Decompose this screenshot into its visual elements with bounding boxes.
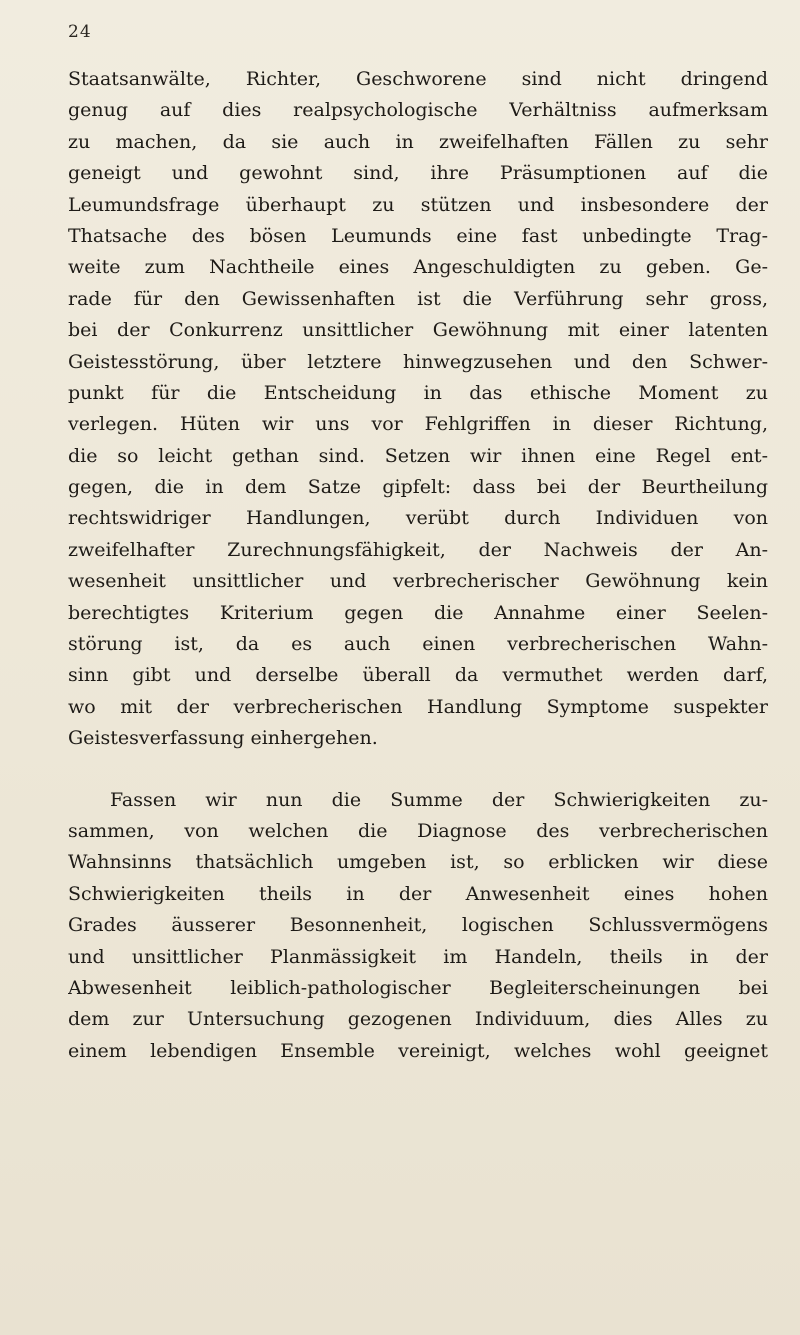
text-line: Geistesverfassung einhergehen. [68,727,378,750]
text-line: Wahnsinns thatsächlich umgeben ist, so erblicken wir diese [68,851,768,874]
text-line: Staatsanwälte, Richter, Geschworene sind nicht dringend [68,68,768,90]
text-line: zweifelhafter Zurechnungsfähigkeit, der Nachweis der An- [68,538,768,561]
text-line: die so leicht gethan sind. Setzen wir ihnen eine Regel ent- [68,444,768,467]
text-line: dem zur Untersuchung gezogenen Individuum, dies Alles zu [68,1008,768,1031]
text-line: punkt für die Entscheidung in das ethische Moment zu [68,381,768,404]
text-line: Fassen wir nun die Summe der Schwierigkeiten zu- [110,788,768,811]
text-line: zu machen, da sie auch in zweifelhaften Fällen zu sehr [68,130,768,153]
text-line: gegen, die in dem Satze gipfelt: dass bei der Beurtheilung [68,476,768,499]
text-line: berechtigtes Kriterium gegen die Annahme einer Seelen- [68,601,768,624]
text-line: sinn gibt und derselbe überall da vermuthet werden darf, [68,664,768,687]
text-line: einem lebendigen Ensemble vereinigt, welches wohl geeignet [68,1039,768,1062]
text-line: bei der Conkurrenz unsittlicher Gewöhnung mit einer latenten [68,319,768,342]
page-number: 24 [68,22,92,42]
text-line: Abwesenheit leiblich-pathologischer Begleiterscheinungen bei [68,976,768,999]
text-line: geneigt und gewohnt sind, ihre Präsumptionen auf die [68,162,768,185]
text-line: weite zum Nachtheile eines Angeschuldigten zu geben. Ge- [68,256,768,279]
body-text [68,64,768,1067]
text-line: und unsittlicher Planmässigkeit im Handeln, theils in der [68,945,768,968]
paragraph-1 [68,64,768,755]
text-line: Leumundsfrage überhaupt zu stützen und insbesondere der [68,193,768,216]
paragraph-2 [68,785,768,1068]
text-line: rechtswidriger Handlungen, verübt durch Individuen von [68,507,768,530]
text-line: Grades äusserer Besonnenheit, logischen Schlussvermögens [68,914,768,937]
text-line: wo mit der verbrecherischen Handlung Symptome suspekter [68,695,768,718]
text-line: Schwierigkeiten theils in der Anwesenheit eines hohen [68,882,768,905]
text-line: störung ist, da es auch einen verbrecherischen Wahn- [68,633,768,656]
text-line: Thatsache des bösen Leumunds eine fast unbedingte Trag- [68,224,768,247]
text-line: rade für den Gewissenhaften ist die Verführung sehr gross, [68,287,768,310]
text-line: sammen, von welchen die Diagnose des verbrecherischen [68,819,768,842]
text-line: wesenheit unsittlicher und verbrecherischer Gewöhnung kein [68,570,768,593]
text-line: genug auf dies realpsychologische Verhältniss aufmerksam [68,99,768,122]
text-line: verlegen. Hüten wir uns vor Fehlgriffen in dieser Richtung, [68,413,768,436]
text-line: Geistesstörung, über letztere hinwegzusehen und den Schwer- [68,350,768,373]
